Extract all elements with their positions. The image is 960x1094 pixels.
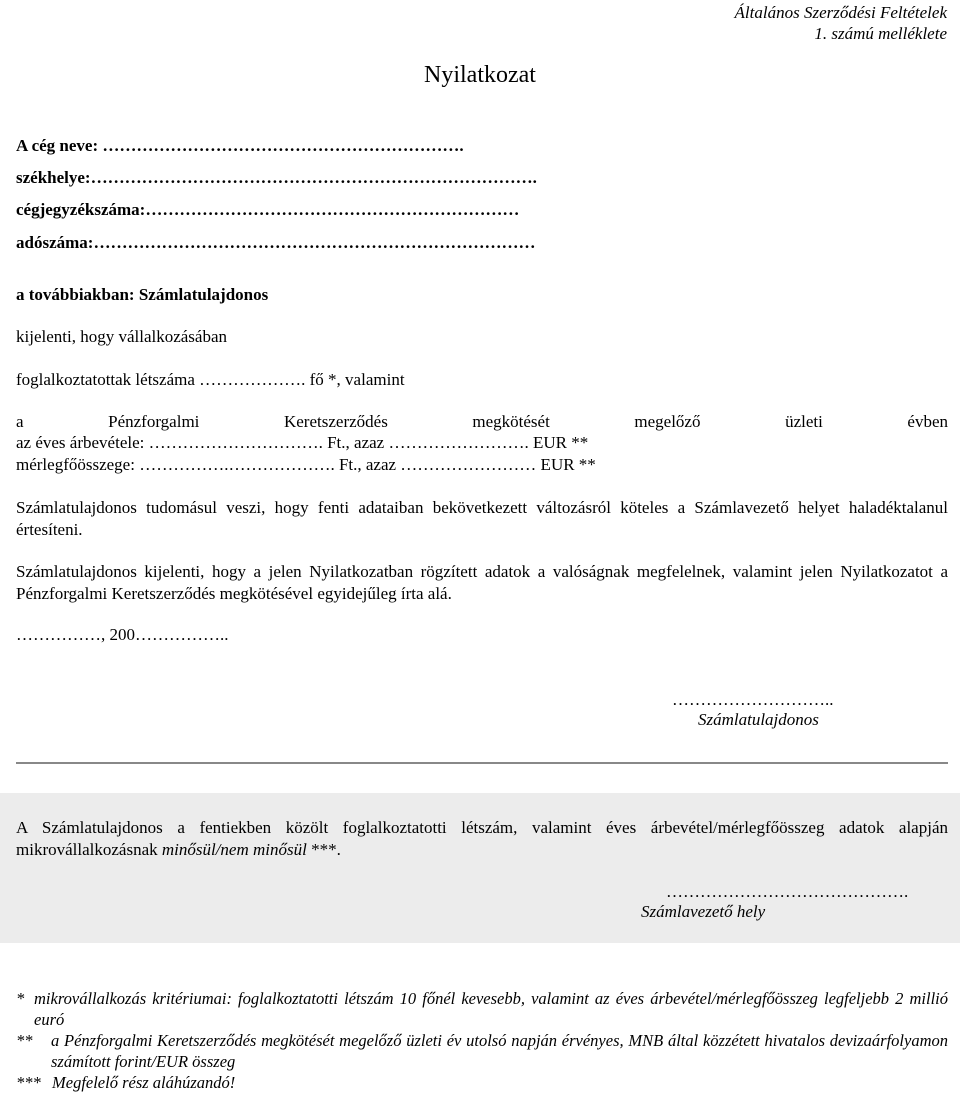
footnote-text: Megfelelő rész aláhúzandó! (52, 1073, 236, 1092)
bank-signature-line: ……………………………………. (666, 882, 909, 901)
seat-field[interactable]: székhelye:……………………………………………………………………. (16, 168, 537, 187)
page-title: Nyilatkozat (424, 62, 536, 88)
date-line[interactable]: ……………, 200…………….. (16, 625, 229, 644)
intro-word: megelőző (634, 412, 701, 431)
revenue-intro-line (16, 412, 948, 432)
bank-statement (16, 817, 948, 861)
declares-text: kijelenti, hogy vállalkozásában (16, 327, 228, 346)
header-subtitle: 1. számú melléklete (814, 24, 947, 43)
classification-options[interactable]: minősül/nem minősül (161, 840, 307, 859)
footnote-text: mikrovállalkozás kritériumai: foglalkoztatotti létszám 10 főnél kevesebb, valamint az éves árbevétel/mérlegfőösszeg legfeljebb 2 millió euró (34, 989, 948, 1029)
company-name-field[interactable]: A cég neve: ………………………………………………………. (16, 136, 464, 155)
header-title: Általános Szerződési Feltételek (734, 3, 947, 22)
intro-word: a (16, 412, 24, 431)
tax-number-field[interactable]: adószáma:…………………………………………………………………… (16, 233, 536, 252)
intro-word: Pénzforgalmi (108, 412, 200, 431)
bank-section (0, 793, 960, 943)
change-notice-paragraph: Számlatulajdonos tudomásul veszi, hogy fenti adataiban bekövetkezett változásról köteles a Számlavezető helyet haladéktalanul értesíteni. (16, 498, 948, 539)
bank-statement-text: A Számlatulajdonos a fentiekben közölt foglalkoztatotti létszám, valamint éves árbevétel/mérlegfőösszeg adatok alapján mikrovállalkozásnak (16, 818, 948, 859)
referred-as-label: a továbbiakban: Számlatulajdonos (16, 285, 269, 304)
employees-field[interactable]: foglalkoztatottak létszáma ………………. fő *, valamint (16, 370, 405, 389)
footnote (16, 1030, 948, 1072)
declaration-paragraph: Számlatulajdonos kijelenti, hogy a jelen Nyilatkozatban rögzített adatok a valóságnak megfelelnek, valamint jelen Nyilatkozatot a Pénzforgalmi Keretszerződés megkötésével egyidejűleg írta alá. (16, 562, 948, 603)
footnote-mark: * (16, 989, 25, 1008)
signature-line: ……………………….. (672, 690, 834, 709)
intro-word: Keretszerződés (283, 412, 388, 431)
signature-label: Számlatulajdonos (698, 710, 819, 729)
bank-signature-label: Számlavezető hely (641, 902, 766, 921)
footnote (16, 1072, 948, 1093)
intro-word: üzleti (785, 412, 823, 431)
footnote-text: a Pénzforgalmi Keretszerződés megkötését megelőző üzleti év utolsó napján érvényes, MNB által közzétett hivatalos devizaárfolyamon számított forint/EUR összeg (51, 1031, 948, 1071)
footnote-mark: *** (16, 1073, 41, 1092)
revenue-field[interactable]: az éves árbevétele: …………………………. Ft., azaz ……………………. EUR ** (16, 433, 589, 452)
footnote-mark: ** (16, 1031, 33, 1050)
registry-number-field[interactable]: cégjegyzékszáma:………………………………………………………… (16, 200, 520, 219)
intro-word: megkötését (472, 412, 550, 431)
footnote (16, 988, 948, 1030)
intro-word: évben (907, 412, 948, 431)
balance-field[interactable]: mérlegfőösszege: …………….………………. Ft., azaz …………………… EUR ** (16, 455, 596, 474)
divider (16, 762, 948, 764)
bank-statement-end: ***. (306, 840, 341, 859)
